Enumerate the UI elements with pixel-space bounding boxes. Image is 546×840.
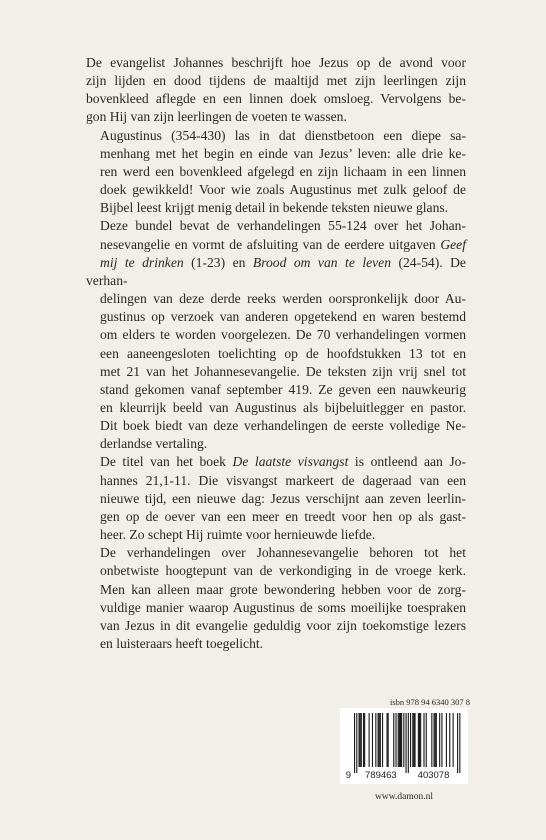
text-run: met 21 van het Johannesevangelie. De teksten zijn vrij snel tot [100,363,466,379]
text-run: stand gekomen vanaf september 419. Ze geven een nauwkeurig [100,381,466,397]
text-run: Augustinus (354-430) las in dat dienstbetoon een diepe sa- [100,127,466,143]
text-run: van Jezus in dit evangelie geduldig voor zijn toekomstige lezers [100,617,466,633]
barcode-bar [395,713,396,767]
barcode-bar [431,713,432,767]
text-line [86,163,466,181]
text-line [86,345,466,363]
text-run: menhang met het begin en einde van Jezus’ leven: alle drie ke- [100,145,466,161]
barcode-digits: 403078 [417,770,450,781]
text-run: en luisteraars heeft toegelicht. [100,636,264,651]
barcode-graphic [340,708,468,784]
barcode-bar [413,713,414,767]
paragraph [86,217,466,453]
paragraph [86,54,466,127]
text-line [86,254,466,290]
barcode-bar [408,713,409,773]
barcode-bar [410,713,411,767]
barcode [340,708,468,784]
barcode-bar [453,713,454,767]
barcode-bar [423,713,424,767]
barcode-bar [398,713,399,767]
text-line [86,635,466,653]
text-run: zijn lijden en dood tijdens de maaltijd met zijn leerlingen zijn [86,73,466,89]
barcode-bar [439,713,440,767]
text-line [86,363,466,381]
text-run: gon Hij van zijn leerlingen de voeten te wassen. [86,109,347,125]
text-run: gustinus op verzoek van anderen opgetekend en waren bestemd [100,309,466,325]
text-line [86,399,466,417]
text-run: nesevangelie en vormt de afsluiting van de eerdere uitgaven [100,236,441,252]
text-run: (1-23) en [183,254,253,270]
barcode-bar [400,713,401,767]
text-run: om elders te worden voorgelezen. De 70 verhandelingen vormen [100,327,466,343]
text-line [86,54,466,72]
text-line [86,108,466,126]
barcode-bar [372,713,373,767]
text-line [86,236,466,254]
barcode-bar [406,713,407,773]
barcode-bar [459,713,460,773]
text-line [86,599,466,617]
text-line [86,453,466,471]
barcode-bar [399,713,400,767]
text-line [86,435,466,453]
text-line [86,181,466,199]
text-line [86,581,466,599]
text-run: hannes 21,1-11. Die visvangst markeert de dageraad van een [100,472,466,488]
barcode-digits: 789463 [365,770,397,781]
barcode-bar [457,713,458,773]
text-line [86,526,466,544]
text-run: derlandse vertaling. [100,436,208,452]
barcode-bar [434,713,435,767]
barcode-bar [420,713,421,767]
italic-title: De laatste visvangst [232,454,349,470]
barcode-bar [375,713,376,767]
text-run: Dit boek biedt van deze verhandelingen de eerste volledige Ne- [100,418,466,434]
text-run: delingen van deze derde reeks werden oorspronkelijk door Au- [100,291,466,307]
barcode-bar [354,713,355,773]
barcode-bar [419,713,420,767]
publisher-website: www.damon.nl [375,792,433,802]
barcode-bar [382,713,383,767]
barcode-bar [358,713,359,767]
text-run: ren werd een bovenkleed afgelegd en zijn lichaam in een linnen [100,163,466,179]
barcode-bar [401,713,402,767]
barcode-bar [426,713,427,767]
text-run: nieuwe tijd, een nieuwe dag: Jezus verschijnt aan zeven leerlin- [100,490,466,506]
barcode-bar [414,713,415,767]
barcode-bar [379,713,380,767]
barcode-bar [369,713,370,767]
text-run: heer. Zo schept Hij ruimte voor hernieuwde liefde. [100,527,376,543]
italic-title: mij te drinken [100,254,184,270]
text-line [86,417,466,435]
barcode-bar [356,713,357,773]
text-run: bovenkleed aflegde en een linnen doek omsloeg. Vervolgens be- [86,91,466,107]
italic-title: Brood om van te leven [252,254,391,270]
text-line [86,326,466,344]
text-line [86,72,466,90]
text-line [86,490,466,508]
isbn-label: isbn 978 94 6340 307 8 [389,697,470,707]
text-line [86,199,466,217]
text-run: Bijbel leest krijgt menig detail in bekende teksten nieuwe glans. [100,200,449,216]
barcode-bar [361,713,362,767]
barcode-bar [388,713,389,767]
text-line [86,617,466,635]
text-line [86,544,466,562]
text-line [86,381,466,399]
text-run: De verhandelingen over Johannesevangelie behoren tot het [100,545,466,561]
text-run: De titel van het boek [100,454,233,470]
barcode-bar [412,713,413,767]
text-line [86,145,466,163]
barcode-bar [386,713,387,767]
barcode-bar [435,713,436,767]
text-run: Deze bundel bevat de verhandelingen 55-124 over het Johan- [100,218,466,234]
italic-title: Geef [440,236,466,252]
text-line [86,308,466,326]
paragraph [86,453,466,544]
text-run: is ontleend aan Jo- [348,454,466,470]
barcode-digits: 9 [345,770,351,781]
text-run: en kleurrijk beeld van Augustinus als bijbeluitlegger en pastor. [100,399,466,415]
text-run: (24-54). De verhan- [86,254,466,288]
text-line [86,562,466,580]
text-run: gen op de oever van een meer en treedt voor hen op als gast- [100,508,466,524]
text-line [86,90,466,108]
text-run: vuldige manier waarop Augustinus de soms moeilijke toespraken [100,599,466,615]
barcode-bar [393,713,394,767]
text-run: Men kan alleen maar grote bewondering hebben voor de zorg- [100,581,466,597]
barcode-bar [441,713,442,767]
barcode-bar [363,713,364,767]
text-run: doek gewikkeld! Voor wie zoals Augustinus met zulk geloof de [100,182,466,198]
text-run: een aaneengesloten toelichting op de hoofdstukken 13 tot en [100,345,466,361]
barcode-bar [403,713,404,767]
barcode-bar [360,713,361,767]
barcode-bar [364,713,365,767]
text-line [86,508,466,526]
barcode-bar [436,713,437,767]
barcode-bar [418,713,419,767]
barcode-bar [380,713,381,767]
blurb-text [86,54,466,653]
text-run: De evangelist Johannes beschrijft hoe Jezus op de avond voor [86,55,466,70]
paragraph [86,544,466,653]
text-line [86,472,466,490]
text-line [86,127,466,145]
text-line [86,217,466,235]
text-run: onbetwiste hoogtepunt van de verkondiging in de vroege kerk. [100,563,466,579]
barcode-bar [446,713,447,767]
barcode-bar [449,713,450,767]
paragraph [86,127,466,218]
barcode-bar [378,713,379,767]
text-line [86,290,466,308]
